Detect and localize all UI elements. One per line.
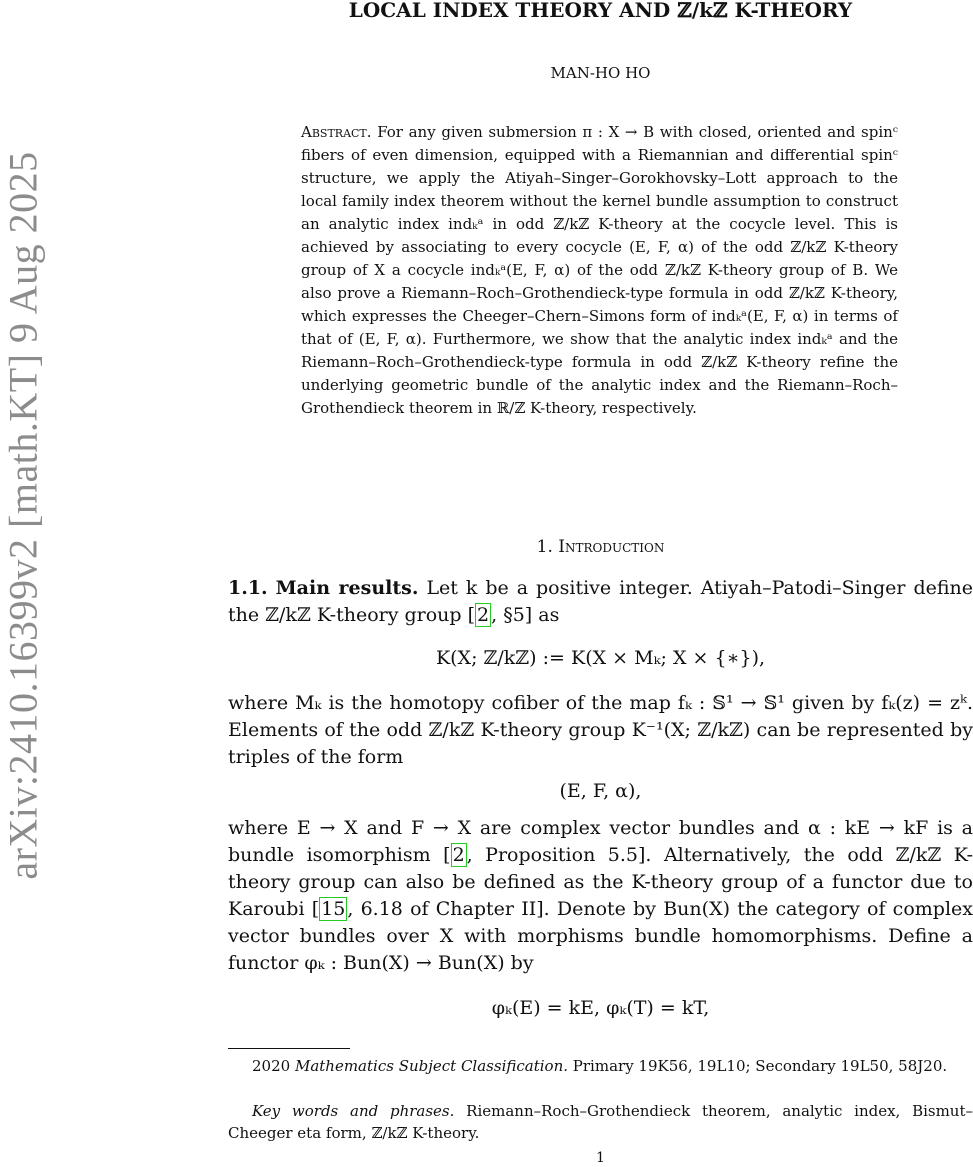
paragraph-homotopy-cofiber: where Mₖ is the homotopy cofiber of the map fₖ : 𝕊¹ → 𝕊¹ given by fₖ(z) = zᵏ. Elements of the odd ℤ/kℤ K-theory group K⁻¹(X; ℤ/kℤ) can be represented by triples of the form <box>228 692 973 768</box>
footnote-rule <box>228 1048 350 1049</box>
paragraph-text: , §5] as <box>491 604 560 626</box>
section-name: Introduction <box>558 537 665 557</box>
msc-text: Primary 19K56, 19L10; Secondary 19L50, 58J20. <box>572 1057 948 1075</box>
msc-label: Mathematics Subject Classification. <box>294 1057 569 1075</box>
section-number: 1. <box>536 537 553 557</box>
citation-link[interactable]: 2 <box>452 844 465 866</box>
paper-title: LOCAL INDEX THEORY AND ℤ/kℤ K-THEORY <box>348 0 853 22</box>
equation-triple: (E, F, α), <box>559 780 642 802</box>
paragraph-text: , Proposition 5.5]. Alternatively, the odd ℤ/kℤ K-theory group can also be defined as the K-theory group of a functor due to Karoubi [ <box>228 844 973 920</box>
paragraph-text: , 6.18 of Chapter II]. Denote by Bun(X) the category of complex vector bundles over X with morphisms bundle homomorphisms. Define a functor φₖ : Bun(X) → Bun(X) by <box>228 898 973 974</box>
subsection-number: 1.1. <box>228 577 268 599</box>
arxiv-sidebar-stamp <box>0 130 46 900</box>
paragraph-bundle-isomorphism <box>228 815 973 977</box>
equation-functor: φₖ(E) = kE, φₖ(T) = kT, <box>491 997 710 1019</box>
abstract-text: For any given submersion π : X → B with closed, oriented and spinᶜ fibers of even dimension, equipped with a Riemannian and differential spinᶜ structure, we apply the Atiyah–Singer–Gorokhovsky–Lott approach to the local family index theorem without the kernel bundle assumption to construct an analytic index indₖᵃ in odd ℤ/kℤ K-theory at the cocycle level. This is achieved by associating to every cocycle (E, F, α) of the odd ℤ/kℤ K-theory group of X a cocycle indₖᵃ(E, F, α) of the odd ℤ/kℤ K-theory group of B. We also prove a Riemann–Roch–Grothendieck-type formula in odd ℤ/kℤ K-theory, which expresses the Cheeger–Chern–Simons form of indₖᵃ(E, F, α) in terms of that of (E, F, α). Furthermore, we show that the analytic index indₖᵃ and the Riemann–Roch–Grothendieck-type formula in odd ℤ/kℤ K-theory refine the underlying geometric bundle of the analytic index and the Riemann–Roch–Grothendieck theorem in ℝ/ℤ K-theory, respectively. <box>301 123 898 417</box>
paragraph-main-results <box>228 575 973 629</box>
author-name: MAN-HO HO <box>550 64 651 82</box>
keywords-text: Riemann–Roch–Grothendieck theorem, analytic index, Bismut–Cheeger eta form, ℤ/kℤ K-theory. <box>228 1102 973 1142</box>
equation-zkz-k-theory: K(X; ℤ/kℤ) := K(X × Mₖ; X × {∗}), <box>435 647 766 669</box>
paragraph-text: where E → X and F → X are complex vector bundles and α : kE → kF is a bundle isomorphism [ <box>228 817 973 866</box>
arxiv-identifier: arXiv:2410.16399v2 [math.KT] 9 Aug 2025 <box>0 150 46 880</box>
abstract <box>301 121 898 420</box>
paragraph-text: Let k be a positive integer. Atiyah–Patodi–Singer define the ℤ/kℤ K-theory group [ <box>228 577 973 626</box>
subsection-title: Main results. <box>275 577 419 599</box>
citation-link[interactable]: 2 <box>477 604 490 626</box>
section-heading <box>228 537 973 557</box>
citation-link[interactable]: 15 <box>321 898 346 920</box>
footnote-keywords <box>228 1100 973 1144</box>
msc-year: 2020 <box>252 1057 291 1075</box>
keywords-label: Key words and phrases. <box>252 1102 455 1120</box>
footnote-msc <box>228 1055 973 1077</box>
abstract-label: Abstract. <box>301 123 372 141</box>
page-number: 1 <box>596 1150 605 1166</box>
